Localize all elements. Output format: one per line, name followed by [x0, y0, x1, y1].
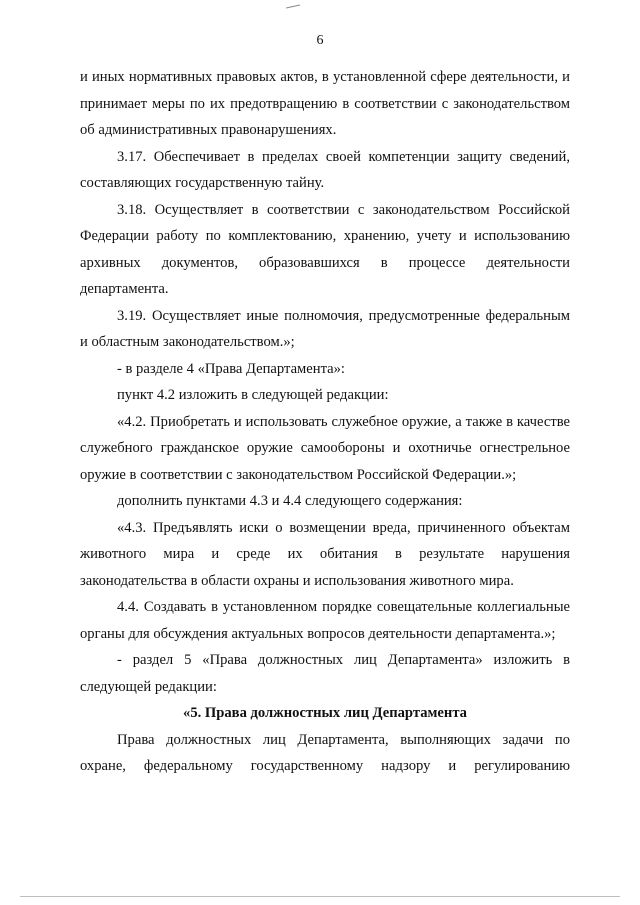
scan-artifact [286, 5, 300, 9]
paragraph-add-items-intro: дополнить пунктами 4.3 и 4.4 следующего содержания: [117, 493, 463, 509]
paragraph-4-2: «4.2. Приобретать и использовать служебное оружие, а также в качестве служебного гражданское оружие самообороны и охотничье огнестрельное оружие в соответствии с законодательством Российской Федерации.»; [80, 413, 570, 483]
page-bottom-edge [20, 896, 620, 897]
paragraph-4-4: 4.4. Создавать в установленном порядке совещательные коллегиальные органы для обсуждения актуальных вопросов деятельности департамента.»; [80, 599, 570, 642]
paragraph-continuation: и иных нормативных правовых актов, в установленной сфере деятельности, и принимает меры по их предотвращению в соответствии с законодательством об административных правонарушениях. [80, 69, 570, 138]
paragraph-3-17: 3.17. Обеспечивает в пределах своей компетенции защиту сведений, составляющих государственную тайну. [80, 148, 570, 191]
paragraph-4-3: «4.3. Предъявлять иски о возмещении вреда, причиненного объектам животного мира и среде их обитания в результате нарушения законодательства в области охраны и использования животного мира. [80, 519, 570, 589]
section-5-heading: «5. Права должностных лиц Департамента [183, 705, 467, 721]
document-body [80, 64, 570, 780]
paragraph-section-4-intro: - в разделе 4 «Права Департамента»: [117, 360, 345, 377]
page-number: 6 [316, 33, 324, 48]
paragraph-3-18: 3.18. Осуществляет в соответствии с законодательством Российской Федерации работу по комплектованию, хранению, учету и использованию архивных документов, образовавшихся в процессе деятельности департамента. [80, 201, 570, 297]
paragraph-section-5-text: Права должностных лиц Департамента, выполняющих задачи по охране, федеральному государственному надзору и регулированию [80, 731, 570, 774]
paragraph-section-5-intro: - раздел 5 «Права должностных лиц Департамента» изложить в следующей редакции: [80, 652, 570, 695]
paragraph-item-4-2-intro: пункт 4.2 изложить в следующей редакции: [117, 387, 389, 403]
paragraph-3-19: 3.19. Осуществляет иные полномочия, предусмотренные федеральным и областным законодательством.»; [80, 307, 570, 350]
